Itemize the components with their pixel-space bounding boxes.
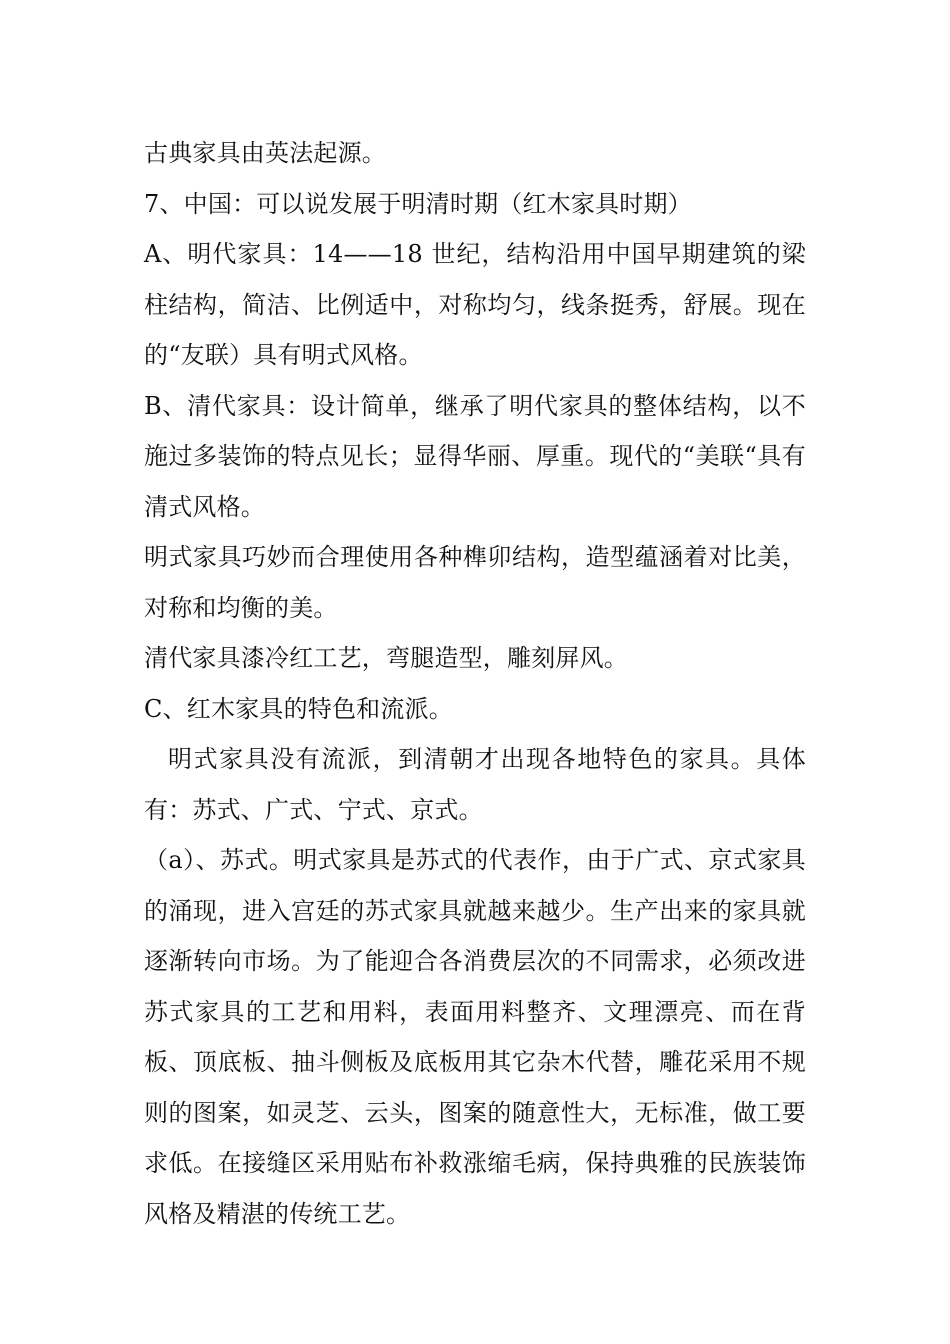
document-body (144, 128, 806, 1239)
paragraph-regional-styles: 明式家具没有流派，到清朝才出现各地特色的家具。具体有：苏式、广式、宁式、京式。 (144, 745, 806, 824)
paragraph-qing-craft: 清代家具漆冷红工艺，弯腿造型，雕刻屏风。 (144, 644, 628, 672)
paragraph-rosewood-schools-heading: C、红木家具的特色和流派。 (144, 694, 453, 723)
paragraph-ming-furniture: A、明代家具：14——18 世纪，结构沿用中国早期建筑的梁柱结构，简洁、比例适中，对称均匀，线条挺秀，舒展。现在的“友联）具有明式风格。 (144, 240, 806, 369)
paragraph-ming-structure: 明式家具巧妙而合理使用各种榫卯结构，造型蕴涵着对比美，对称和均衡的美。 (144, 543, 806, 622)
paragraph-suzhou-style: （a）、苏式。明式家具是苏式的代表作，由于广式、京式家具的涌现，进入宫廷的苏式家具就越来越少。生产出来的家具就逐渐转向市场。为了能迎合各消费层次的不同需求，必须改进苏式家具的工艺和用料，表面用料整齐、文理漂亮、而在背板、顶底板、抽斗侧板及底板用其它杂木代替，雕花采用不规则的图案，如灵芝、云头，图案的随意性大，无标准，做工要求低。在接缝区采用贴布补救涨缩毛病，保持典雅的民族装饰风格及精湛的传统工艺。 (144, 846, 806, 1228)
paragraph-origin: 古典家具由英法起源。 (144, 139, 386, 167)
paragraph-china-heading: 7、中国：可以说发展于明清时期（红木家具时期） (144, 189, 692, 218)
paragraph-qing-furniture: B、清代家具：设计简单，继承了明代家具的整体结构，以不施过多装饰的特点见长；显得华丽、厚重。现代的“美联“具有清式风格。 (144, 391, 806, 521)
